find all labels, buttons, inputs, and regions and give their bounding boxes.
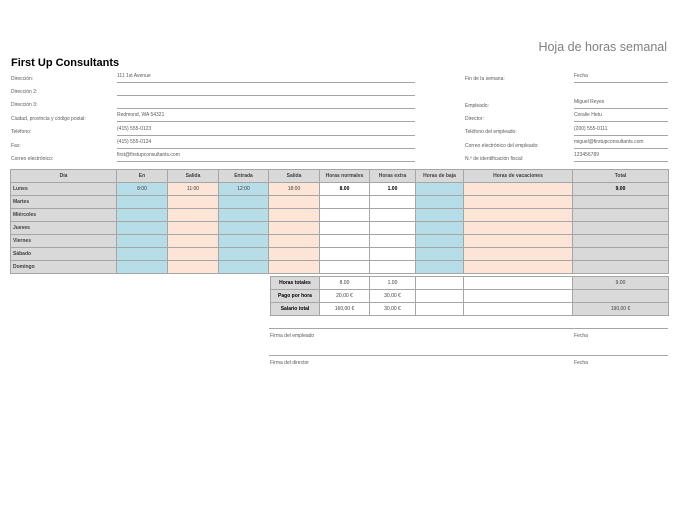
extra-hours-cell — [370, 261, 416, 274]
address-label: Dirección: — [11, 76, 34, 82]
fax-label: Fax: — [11, 143, 21, 149]
total-sick-hours — [416, 277, 464, 290]
sick-hours-cell[interactable] — [416, 196, 464, 209]
city-label: Ciudad, provincia y código postal: — [11, 116, 86, 122]
out2-cell[interactable] — [269, 235, 320, 248]
director-signature-label: Firma del director — [270, 360, 309, 366]
sick-hours-cell[interactable] — [416, 235, 464, 248]
total-cell — [573, 222, 669, 235]
salary-total: 190,00 € — [573, 303, 669, 316]
in-cell[interactable] — [117, 209, 168, 222]
address-underline — [117, 82, 415, 83]
vacation-hours-cell[interactable] — [464, 196, 573, 209]
total-all-hours: 9.00 — [573, 277, 669, 290]
sick-hours-cell[interactable] — [416, 261, 464, 274]
timesheet-header-row — [11, 170, 669, 183]
emp-email-label: Correo electrónico del empleado: — [465, 143, 539, 149]
normal-hours-cell — [320, 196, 370, 209]
table-row — [11, 183, 669, 196]
timesheet-table — [10, 169, 669, 274]
rate-normal[interactable]: 20,00 € — [320, 290, 370, 303]
out-cell[interactable] — [168, 235, 219, 248]
col-header-in: En — [117, 170, 168, 183]
in2-cell[interactable] — [219, 248, 269, 261]
week-end-label: Fin de la semana: — [465, 76, 505, 82]
table-row — [11, 261, 669, 274]
extra-hours-cell — [370, 209, 416, 222]
in-cell[interactable] — [117, 196, 168, 209]
week-end-value[interactable]: Fecha — [574, 73, 588, 79]
col-header-total: Total — [573, 170, 669, 183]
col-header-normal: Horas normales — [320, 170, 370, 183]
salary-extra: 30,00 € — [370, 303, 416, 316]
address2-underline[interactable] — [117, 95, 415, 96]
city-value[interactable]: Redmond, WA 54321 — [117, 112, 165, 118]
out-cell[interactable] — [168, 248, 219, 261]
normal-hours-cell — [320, 222, 370, 235]
extra-hours-cell: 1.00 — [370, 183, 416, 196]
in-cell[interactable] — [117, 222, 168, 235]
rate-sick[interactable] — [416, 290, 464, 303]
phone-label: Teléfono: — [11, 129, 32, 135]
total-hours-row — [271, 277, 669, 290]
employee-underline — [574, 108, 668, 109]
tax-id-underline — [574, 161, 668, 162]
emp-phone-value[interactable]: (200) 555-0111 — [574, 126, 608, 132]
address3-label: Dirección 3: — [11, 102, 38, 108]
day-cell: Martes — [11, 196, 117, 209]
in-cell[interactable]: 8:00 — [117, 183, 168, 196]
company-name: First Up Consultants — [11, 57, 120, 69]
total-cell: 9.00 — [573, 183, 669, 196]
extra-hours-cell — [370, 248, 416, 261]
table-row — [11, 209, 669, 222]
vacation-hours-cell[interactable] — [464, 235, 573, 248]
employee-signature-date: Fecha — [574, 333, 588, 339]
fax-underline — [117, 148, 415, 149]
director-signature-date: Fecha — [574, 360, 588, 366]
director-underline — [574, 121, 668, 122]
in-cell[interactable] — [117, 261, 168, 274]
total-normal-hours: 8.00 — [320, 277, 370, 290]
out2-cell[interactable] — [269, 209, 320, 222]
out-cell[interactable]: 11:00 — [168, 183, 219, 196]
phone-underline — [117, 135, 415, 136]
in2-cell[interactable] — [219, 261, 269, 274]
table-row — [11, 222, 669, 235]
emp-phone-label: Teléfono del empleado: — [465, 129, 517, 135]
vacation-hours-cell[interactable] — [464, 183, 573, 196]
email-value[interactable]: first@firstupconsultants.com — [117, 152, 180, 158]
col-header-sick: Horas de baja — [416, 170, 464, 183]
normal-hours-cell — [320, 248, 370, 261]
total-cell — [573, 261, 669, 274]
email-underline — [117, 161, 415, 162]
col-header-out2: Salida — [269, 170, 320, 183]
emp-email-value[interactable]: miguel@firstupconsultants.com — [574, 139, 644, 145]
vacation-hours-cell[interactable] — [464, 248, 573, 261]
extra-hours-cell — [370, 196, 416, 209]
extra-hours-cell — [370, 235, 416, 248]
total-hours-label: Horas totales — [271, 277, 320, 290]
day-cell: Jueves — [11, 222, 117, 235]
tax-id-label: N.º de identificación fiscal: — [465, 156, 524, 162]
day-cell: Viernes — [11, 235, 117, 248]
col-header-day: Día — [11, 170, 117, 183]
total-extra-hours: 1.00 — [370, 277, 416, 290]
document-title: Hoja de horas semanal — [538, 40, 667, 54]
phone-value[interactable]: (415) 555-0123 — [117, 126, 152, 132]
tax-id-value[interactable]: 123456789 — [574, 152, 600, 158]
out2-cell[interactable] — [269, 261, 320, 274]
address-value[interactable]: 111 1st Avenue — [117, 73, 151, 79]
address2-label: Dirección 2: — [11, 89, 38, 95]
in-cell[interactable] — [117, 248, 168, 261]
in2-cell[interactable] — [219, 196, 269, 209]
in2-cell[interactable] — [219, 235, 269, 248]
address3-underline[interactable] — [117, 108, 415, 109]
city-underline — [117, 121, 415, 122]
employee-value[interactable]: Miguel Reyes — [574, 99, 605, 105]
emp-phone-underline — [574, 135, 668, 136]
hourly-rate-label: Pago por hora — [271, 290, 320, 303]
col-header-extra: Horas extra — [370, 170, 416, 183]
email-label: Correo electrónico: — [11, 156, 54, 162]
total-salary-label: Salario total — [271, 303, 320, 316]
employee-label: Empleado: — [465, 103, 489, 109]
out2-cell[interactable] — [269, 222, 320, 235]
total-cell — [573, 196, 669, 209]
col-header-in2: Entrada — [219, 170, 269, 183]
out2-cell[interactable]: 18:00 — [269, 183, 320, 196]
table-row — [11, 196, 669, 209]
normal-hours-cell — [320, 235, 370, 248]
total-vacation-hours — [464, 277, 573, 290]
out2-cell[interactable] — [269, 248, 320, 261]
normal-hours-cell: 8.00 — [320, 183, 370, 196]
employee-signature-line[interactable] — [269, 328, 668, 329]
in2-cell[interactable] — [219, 209, 269, 222]
out-cell[interactable] — [168, 222, 219, 235]
vacation-hours-cell[interactable] — [464, 222, 573, 235]
out-cell[interactable] — [168, 261, 219, 274]
in2-cell[interactable] — [219, 222, 269, 235]
sick-hours-cell[interactable] — [416, 209, 464, 222]
rate-total — [573, 290, 669, 303]
total-cell — [573, 209, 669, 222]
normal-hours-cell — [320, 261, 370, 274]
director-label: Director: — [465, 116, 484, 122]
total-cell — [573, 235, 669, 248]
director-signature-line[interactable] — [269, 355, 668, 356]
rate-vacation[interactable] — [464, 290, 573, 303]
summary-table — [270, 276, 669, 316]
employee-signature-label: Firma del empleado — [270, 333, 315, 339]
salary-normal: 160,00 € — [320, 303, 370, 316]
total-cell — [573, 248, 669, 261]
fax-value[interactable]: (415) 555-0124 — [117, 139, 152, 145]
day-cell: Lunes — [11, 183, 117, 196]
table-row — [11, 235, 669, 248]
vacation-hours-cell[interactable] — [464, 209, 573, 222]
emp-email-underline — [574, 148, 668, 149]
sick-hours-cell[interactable] — [416, 248, 464, 261]
col-header-out: Salida — [168, 170, 219, 183]
hourly-rate-row — [271, 290, 669, 303]
day-cell: Sábado — [11, 248, 117, 261]
sick-hours-cell[interactable] — [416, 183, 464, 196]
out2-cell[interactable] — [269, 196, 320, 209]
week-end-underline — [574, 82, 668, 83]
table-row — [11, 248, 669, 261]
out-cell[interactable] — [168, 196, 219, 209]
normal-hours-cell — [320, 209, 370, 222]
salary-sick — [416, 303, 464, 316]
rate-extra[interactable]: 30,00 € — [370, 290, 416, 303]
in-cell[interactable] — [117, 235, 168, 248]
sick-hours-cell[interactable] — [416, 222, 464, 235]
total-salary-row — [271, 303, 669, 316]
col-header-vacation: Horas de vacaciones — [464, 170, 573, 183]
director-value[interactable]: Coralie Hetu — [574, 112, 602, 118]
vacation-hours-cell[interactable] — [464, 261, 573, 274]
out-cell[interactable] — [168, 209, 219, 222]
extra-hours-cell — [370, 222, 416, 235]
day-cell: Domingo — [11, 261, 117, 274]
salary-vacation — [464, 303, 573, 316]
in2-cell[interactable]: 12:00 — [219, 183, 269, 196]
day-cell: Miércoles — [11, 209, 117, 222]
